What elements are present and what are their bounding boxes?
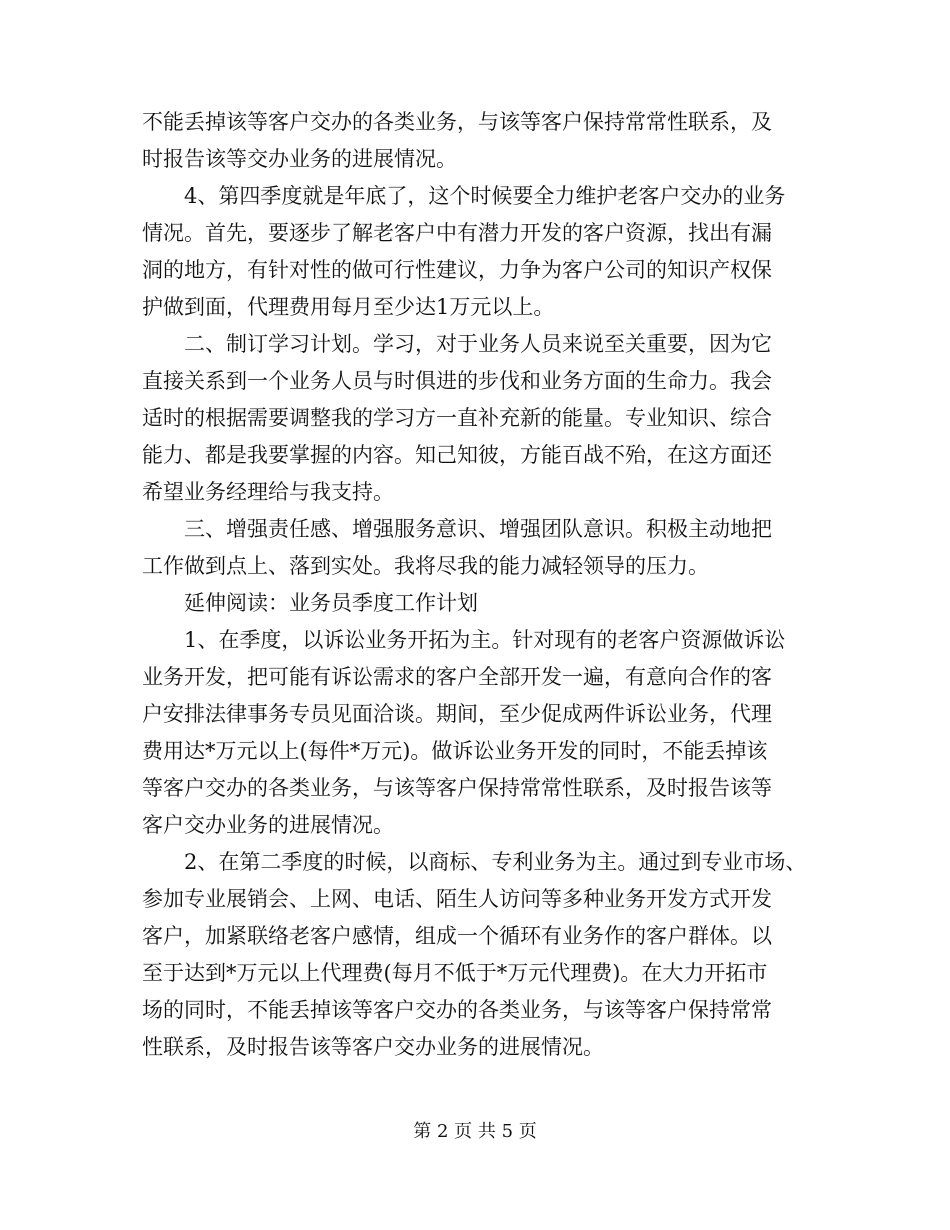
text-line: 能力、都是我要掌握的内容。知己知彼，方能百战不殆，在这方面还 — [142, 443, 772, 467]
text-line: 客户，加紧联络老客户感情，组成一个循环有业务作的客户群体。以 — [142, 924, 772, 948]
text-line: 情况。首先，要逐步了解老客户中有潜力开发的客户资源，找出有漏 — [142, 221, 772, 245]
text-line: 护做到面，代理费用每月至少达1万元以上。 — [142, 295, 555, 319]
text-line: 业务开发，把可能有诉讼需求的客户全部开发一遍，有意向合作的客 — [142, 665, 772, 689]
document-body — [142, 104, 822, 1066]
text-line: 2、在第二季度的时候，以商标、专利业务为主。通过到专业市场、 — [184, 850, 807, 874]
text-line: 户安排法律事务专员见面洽谈。期间，至少促成两件诉讼业务，代理 — [142, 702, 772, 726]
text-line: 费用达*万元以上(每件*万元)。做诉讼业务开发的同时，不能丢掉该 — [142, 739, 768, 763]
text-line: 4、第四季度就是年底了，这个时候要全力维护老客户交办的业务 — [184, 184, 786, 208]
text-line: 至于达到*万元以上代理费(每月不低于*万元代理费)。在大力开拓市 — [142, 961, 768, 985]
text-line: 客户交办业务的进展情况。 — [142, 813, 394, 837]
page-footer: 第 2 页 共 5 页 — [413, 1121, 537, 1142]
text-line: 工作做到点上、落到实处。我将尽我的能力减轻领导的压力。 — [142, 554, 709, 578]
text-line: 直接关系到一个业务人员与时俱进的步伐和业务方面的生命力。我会 — [142, 369, 772, 393]
text-line: 二、制订学习计划。学习，对于业务人员来说至关重要，因为它 — [184, 332, 772, 356]
text-line: 等客户交办的各类业务，与该等客户保持常常性联系，及时报告该等 — [142, 776, 772, 800]
text-line: 不能丢掉该等客户交办的各类业务，与该等客户保持常常性联系，及 — [142, 110, 772, 134]
text-line: 时报告该等交办业务的进展情况。 — [142, 147, 457, 171]
text-line: 参加专业展销会、上网、电话、陌生人访问等多种业务开发方式开发 — [142, 887, 772, 911]
text-line: 希望业务经理给与我支持。 — [142, 480, 394, 504]
text-line: 性联系，及时报告该等客户交办业务的进展情况。 — [142, 1035, 604, 1059]
text-line: 1、在季度，以诉讼业务开拓为主。针对现有的老客户资源做诉讼 — [184, 628, 786, 652]
text-line: 三、增强责任感、增强服务意识、增强团队意识。积极主动地把 — [184, 517, 772, 541]
text-line: 延伸阅读：业务员季度工作计划 — [184, 591, 478, 615]
text-line: 洞的地方，有针对性的做可行性建议，力争为客户公司的知识产权保 — [142, 258, 772, 282]
text-line: 场的同时，不能丢掉该等客户交办的各类业务，与该等客户保持常常 — [142, 998, 772, 1022]
text-line: 适时的根据需要调整我的学习方一直补充新的能量。专业知识、综合 — [142, 406, 772, 430]
